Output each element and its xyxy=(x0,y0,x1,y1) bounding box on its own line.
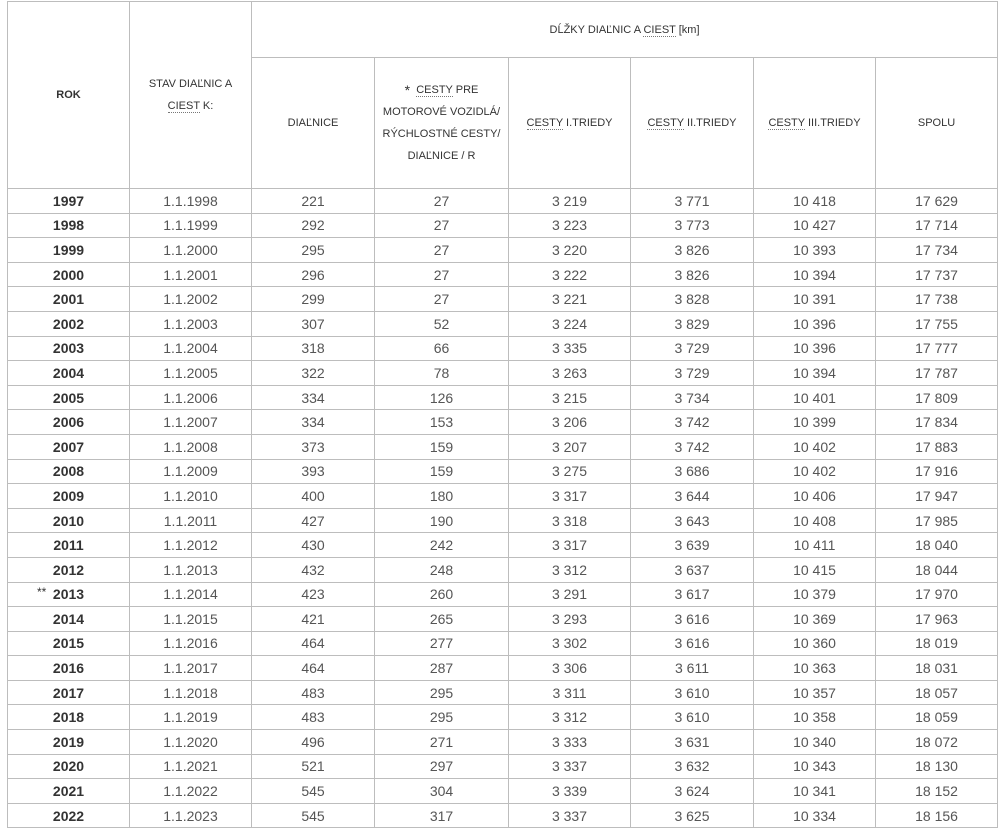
table-row xyxy=(8,557,998,582)
cell-cesty-3: 10 396 xyxy=(754,311,876,336)
cell-dialnice: 423 xyxy=(252,582,375,607)
cell-spolu: 17 834 xyxy=(876,410,998,435)
table-body xyxy=(8,189,998,828)
cell-date: 1.1.1999 xyxy=(130,213,252,238)
header-rychl-line4: DIAĽNICE / R xyxy=(407,150,476,162)
cell-spolu: 18 040 xyxy=(876,533,998,558)
table-row xyxy=(8,582,998,607)
cell-year xyxy=(8,779,130,804)
table-row xyxy=(8,410,998,435)
year-label: 2019 xyxy=(52,733,85,750)
cell-cesty-2: 3 742 xyxy=(631,410,754,435)
cell-cesty-1: 3 337 xyxy=(509,754,631,779)
header-c3-suffix: III.TRIEDY xyxy=(804,117,861,129)
cell-cesty-2: 3 729 xyxy=(631,336,754,361)
cell-cesty-3: 10 415 xyxy=(754,557,876,582)
table-row xyxy=(8,779,998,804)
cell-cesty-1: 3 222 xyxy=(509,262,631,287)
cell-date: 1.1.2021 xyxy=(130,754,252,779)
header-group-suffix: [km] xyxy=(675,23,700,36)
cell-cesty-3: 10 394 xyxy=(754,361,876,386)
cell-spolu: 17 738 xyxy=(876,287,998,312)
cell-date: 1.1.2013 xyxy=(130,557,252,582)
cell-spolu: 17 883 xyxy=(876,434,998,459)
cell-spolu: 18 130 xyxy=(876,754,998,779)
cell-cesty-3: 10 363 xyxy=(754,656,876,681)
road-length-table xyxy=(7,1,998,828)
cell-dialnice: 545 xyxy=(252,803,375,828)
year-label: 2011 xyxy=(53,537,84,554)
header-rychl-line1-suffix: PRE xyxy=(452,84,479,96)
year-label: 2009 xyxy=(52,487,85,504)
cell-date: 1.1.2006 xyxy=(130,385,252,410)
header-stav xyxy=(130,2,252,189)
cell-dialnice: 295 xyxy=(252,238,375,263)
cell-rychlostne: 242 xyxy=(375,533,509,558)
cell-rychlostne: 295 xyxy=(375,680,509,705)
cell-cesty-2: 3 826 xyxy=(631,262,754,287)
cell-date: 1.1.2011 xyxy=(130,508,252,533)
cell-date: 1.1.2008 xyxy=(130,434,252,459)
cell-cesty-2: 3 729 xyxy=(631,361,754,386)
cell-spolu: 18 059 xyxy=(876,705,998,730)
cell-date: 1.1.2017 xyxy=(130,656,252,681)
cell-dialnice: 483 xyxy=(252,680,375,705)
cell-dialnice: 496 xyxy=(252,730,375,755)
cell-year xyxy=(8,311,130,336)
cell-rychlostne: 297 xyxy=(375,754,509,779)
cell-dialnice: 545 xyxy=(252,779,375,804)
table-row xyxy=(8,680,998,705)
cell-date: 1.1.2012 xyxy=(130,533,252,558)
year-label: 2006 xyxy=(52,414,85,431)
cell-cesty-2: 3 632 xyxy=(631,754,754,779)
cell-date: 1.1.2023 xyxy=(130,803,252,828)
cell-date: 1.1.2004 xyxy=(130,336,252,361)
cell-cesty-3: 10 369 xyxy=(754,607,876,632)
cell-spolu: 17 985 xyxy=(876,508,998,533)
cell-cesty-1: 3 221 xyxy=(509,287,631,312)
cell-year xyxy=(8,631,130,656)
cell-dialnice: 292 xyxy=(252,213,375,238)
cell-spolu: 18 152 xyxy=(876,779,998,804)
cell-date: 1.1.1998 xyxy=(130,189,252,214)
year-label: 2021 xyxy=(52,783,85,800)
cell-dialnice: 318 xyxy=(252,336,375,361)
table-row xyxy=(8,434,998,459)
cell-dialnice: 464 xyxy=(252,656,375,681)
cell-rychlostne: 260 xyxy=(375,582,509,607)
cell-year xyxy=(8,656,130,681)
cell-dialnice: 427 xyxy=(252,508,375,533)
table-row xyxy=(8,459,998,484)
header-c2-abbr: CESTY xyxy=(647,117,684,129)
cell-cesty-2: 3 616 xyxy=(631,607,754,632)
table-row xyxy=(8,508,998,533)
cell-rychlostne: 78 xyxy=(375,361,509,386)
cell-dialnice: 421 xyxy=(252,607,375,632)
cell-cesty-3: 10 341 xyxy=(754,779,876,804)
cell-cesty-1: 3 335 xyxy=(509,336,631,361)
header-rychl-star: * xyxy=(404,82,411,98)
cell-cesty-1: 3 317 xyxy=(509,484,631,509)
cell-rychlostne: 265 xyxy=(375,607,509,632)
year-label: 2000 xyxy=(52,266,85,283)
cell-date: 1.1.2003 xyxy=(130,311,252,336)
cell-rychlostne: 271 xyxy=(375,730,509,755)
cell-spolu: 17 916 xyxy=(876,459,998,484)
year-label: 1999 xyxy=(52,241,85,258)
cell-cesty-3: 10 357 xyxy=(754,680,876,705)
cell-cesty-3: 10 401 xyxy=(754,385,876,410)
year-label: 1998 xyxy=(52,217,85,234)
cell-cesty-1: 3 275 xyxy=(509,459,631,484)
cell-spolu: 17 947 xyxy=(876,484,998,509)
cell-cesty-1: 3 223 xyxy=(509,213,631,238)
cell-cesty-1: 3 312 xyxy=(509,557,631,582)
cell-spolu: 17 787 xyxy=(876,361,998,386)
cell-cesty-3: 10 393 xyxy=(754,238,876,263)
cell-date: 1.1.2000 xyxy=(130,238,252,263)
cell-spolu: 17 737 xyxy=(876,262,998,287)
cell-cesty-1: 3 207 xyxy=(509,434,631,459)
cell-date: 1.1.2016 xyxy=(130,631,252,656)
cell-cesty-2: 3 617 xyxy=(631,582,754,607)
cell-cesty-1: 3 318 xyxy=(509,508,631,533)
cell-cesty-3: 10 427 xyxy=(754,213,876,238)
cell-cesty-3: 10 402 xyxy=(754,459,876,484)
cell-cesty-1: 3 306 xyxy=(509,656,631,681)
cell-cesty-3: 10 358 xyxy=(754,705,876,730)
cell-dialnice: 299 xyxy=(252,287,375,312)
cell-year xyxy=(8,238,130,263)
table-row xyxy=(8,754,998,779)
cell-rychlostne: 27 xyxy=(375,238,509,263)
cell-rychlostne: 126 xyxy=(375,385,509,410)
year-label: 2015 xyxy=(52,635,85,652)
table-row xyxy=(8,262,998,287)
cell-dialnice: 221 xyxy=(252,189,375,214)
header-c1-suffix: I.TRIEDY xyxy=(562,117,613,129)
cell-spolu: 17 734 xyxy=(876,238,998,263)
cell-cesty-1: 3 206 xyxy=(509,410,631,435)
cell-rychlostne: 248 xyxy=(375,557,509,582)
table-row xyxy=(8,189,998,214)
year-label: 2001 xyxy=(52,291,85,308)
cell-cesty-2: 3 610 xyxy=(631,680,754,705)
cell-year xyxy=(8,385,130,410)
cell-cesty-2: 3 826 xyxy=(631,238,754,263)
cell-cesty-1: 3 311 xyxy=(509,680,631,705)
cell-rychlostne: 304 xyxy=(375,779,509,804)
table-row xyxy=(8,533,998,558)
year-label: 2005 xyxy=(52,389,85,406)
header-rychl-abbr: CESTY xyxy=(416,84,453,96)
table-row xyxy=(8,238,998,263)
cell-cesty-2: 3 625 xyxy=(631,803,754,828)
header-c1-abbr: CESTY xyxy=(526,117,563,129)
cell-rychlostne: 27 xyxy=(375,262,509,287)
header-cesty-1 xyxy=(509,58,631,189)
cell-dialnice: 521 xyxy=(252,754,375,779)
cell-year xyxy=(8,557,130,582)
year-label: 2017 xyxy=(52,684,85,701)
cell-rychlostne: 27 xyxy=(375,213,509,238)
cell-cesty-3: 10 343 xyxy=(754,754,876,779)
table-row xyxy=(8,607,998,632)
cell-dialnice: 430 xyxy=(252,533,375,558)
cell-spolu: 18 057 xyxy=(876,680,998,705)
cell-cesty-3: 10 391 xyxy=(754,287,876,312)
cell-cesty-2: 3 734 xyxy=(631,385,754,410)
cell-date: 1.1.2020 xyxy=(130,730,252,755)
cell-year xyxy=(8,262,130,287)
cell-date: 1.1.2010 xyxy=(130,484,252,509)
cell-year xyxy=(8,361,130,386)
cell-dialnice: 483 xyxy=(252,705,375,730)
cell-rychlostne: 180 xyxy=(375,484,509,509)
cell-year xyxy=(8,730,130,755)
year-label: 2018 xyxy=(52,709,85,726)
table-row xyxy=(8,656,998,681)
cell-cesty-2: 3 644 xyxy=(631,484,754,509)
cell-spolu: 17 755 xyxy=(876,311,998,336)
header-stav-prefix: STAV DIAĽNIC A xyxy=(148,78,233,90)
cell-cesty-1: 3 220 xyxy=(509,238,631,263)
cell-rychlostne: 159 xyxy=(375,434,509,459)
cell-spolu: 17 970 xyxy=(876,582,998,607)
cell-cesty-1: 3 224 xyxy=(509,311,631,336)
table-row xyxy=(8,311,998,336)
footnote-mark: ** xyxy=(37,584,47,599)
cell-cesty-3: 10 408 xyxy=(754,508,876,533)
header-group-lengths xyxy=(252,2,998,58)
header-dialnice: DIAĽNICE xyxy=(252,58,375,189)
cell-cesty-2: 3 771 xyxy=(631,189,754,214)
year-label: 2008 xyxy=(52,463,85,480)
table-row xyxy=(8,705,998,730)
header-c2-suffix: II.TRIEDY xyxy=(683,117,737,129)
table-row xyxy=(8,385,998,410)
cell-year xyxy=(8,336,130,361)
cell-cesty-2: 3 773 xyxy=(631,213,754,238)
cell-cesty-3: 10 411 xyxy=(754,533,876,558)
header-rychl-line2: MOTOROVÉ VOZIDLÁ/ xyxy=(382,106,501,118)
cell-cesty-2: 3 637 xyxy=(631,557,754,582)
cell-cesty-2: 3 639 xyxy=(631,533,754,558)
cell-rychlostne: 27 xyxy=(375,189,509,214)
cell-cesty-2: 3 686 xyxy=(631,459,754,484)
year-label: 2007 xyxy=(52,438,85,455)
table-header xyxy=(8,2,998,189)
cell-cesty-1: 3 263 xyxy=(509,361,631,386)
cell-spolu: 17 714 xyxy=(876,213,998,238)
cell-cesty-3: 10 406 xyxy=(754,484,876,509)
cell-cesty-1: 3 333 xyxy=(509,730,631,755)
cell-cesty-1: 3 219 xyxy=(509,189,631,214)
cell-year xyxy=(8,459,130,484)
table-row xyxy=(8,803,998,828)
cell-rychlostne: 295 xyxy=(375,705,509,730)
cell-date: 1.1.2014 xyxy=(130,582,252,607)
cell-year xyxy=(8,680,130,705)
cell-cesty-1: 3 339 xyxy=(509,779,631,804)
cell-year xyxy=(8,754,130,779)
year-label: 2013 xyxy=(52,586,85,603)
cell-spolu: 17 629 xyxy=(876,189,998,214)
cell-date: 1.1.2002 xyxy=(130,287,252,312)
cell-dialnice: 393 xyxy=(252,459,375,484)
cell-year xyxy=(8,533,130,558)
cell-rychlostne: 153 xyxy=(375,410,509,435)
cell-cesty-3: 10 340 xyxy=(754,730,876,755)
cell-year xyxy=(8,410,130,435)
year-label: 2020 xyxy=(52,758,85,775)
cell-rychlostne: 66 xyxy=(375,336,509,361)
cell-cesty-1: 3 291 xyxy=(509,582,631,607)
table-row xyxy=(8,484,998,509)
cell-cesty-2: 3 643 xyxy=(631,508,754,533)
cell-cesty-3: 10 418 xyxy=(754,189,876,214)
cell-date: 1.1.2005 xyxy=(130,361,252,386)
cell-cesty-3: 10 360 xyxy=(754,631,876,656)
cell-date: 1.1.2007 xyxy=(130,410,252,435)
cell-cesty-3: 10 399 xyxy=(754,410,876,435)
cell-year xyxy=(8,803,130,828)
cell-year xyxy=(8,582,130,607)
cell-date: 1.1.2019 xyxy=(130,705,252,730)
cell-cesty-1: 3 215 xyxy=(509,385,631,410)
cell-spolu: 18 044 xyxy=(876,557,998,582)
cell-cesty-2: 3 611 xyxy=(631,656,754,681)
cell-dialnice: 307 xyxy=(252,311,375,336)
header-stav-abbr: CIEST xyxy=(167,100,200,112)
year-label: 2010 xyxy=(52,512,85,529)
cell-date: 1.1.2009 xyxy=(130,459,252,484)
cell-cesty-2: 3 616 xyxy=(631,631,754,656)
cell-cesty-1: 3 317 xyxy=(509,533,631,558)
table-row xyxy=(8,213,998,238)
cell-rychlostne: 190 xyxy=(375,508,509,533)
cell-cesty-1: 3 337 xyxy=(509,803,631,828)
cell-cesty-2: 3 610 xyxy=(631,705,754,730)
cell-date: 1.1.2022 xyxy=(130,779,252,804)
header-spolu: SPOLU xyxy=(876,58,998,189)
header-group-prefix: DĹŽKY DIAĽNIC A xyxy=(549,23,644,36)
cell-year xyxy=(8,508,130,533)
cell-spolu: 18 156 xyxy=(876,803,998,828)
header-rok: ROK xyxy=(8,2,130,189)
cell-spolu: 18 019 xyxy=(876,631,998,656)
cell-cesty-3: 10 394 xyxy=(754,262,876,287)
year-label: 1997 xyxy=(52,192,85,209)
cell-date: 1.1.2001 xyxy=(130,262,252,287)
cell-rychlostne: 159 xyxy=(375,459,509,484)
cell-spolu: 17 777 xyxy=(876,336,998,361)
header-rychlostne-cesty xyxy=(375,58,509,189)
cell-date: 1.1.2015 xyxy=(130,607,252,632)
year-label: 2003 xyxy=(52,340,85,357)
cell-dialnice: 373 xyxy=(252,434,375,459)
cell-rychlostne: 287 xyxy=(375,656,509,681)
cell-rychlostne: 277 xyxy=(375,631,509,656)
cell-rychlostne: 52 xyxy=(375,311,509,336)
cell-cesty-1: 3 302 xyxy=(509,631,631,656)
header-group-abbr: CIEST xyxy=(643,23,676,36)
cell-spolu: 17 809 xyxy=(876,385,998,410)
cell-cesty-3: 10 396 xyxy=(754,336,876,361)
year-label: 2004 xyxy=(52,364,85,381)
table-row xyxy=(8,730,998,755)
cell-year xyxy=(8,484,130,509)
header-rychl-line3: RÝCHLOSTNÉ CESTY/ xyxy=(382,128,501,140)
cell-year xyxy=(8,213,130,238)
year-label: 2014 xyxy=(52,610,85,627)
cell-spolu: 18 072 xyxy=(876,730,998,755)
cell-year xyxy=(8,607,130,632)
cell-dialnice: 400 xyxy=(252,484,375,509)
cell-cesty-2: 3 742 xyxy=(631,434,754,459)
table-row xyxy=(8,361,998,386)
cell-cesty-2: 3 631 xyxy=(631,730,754,755)
cell-dialnice: 296 xyxy=(252,262,375,287)
year-label: 2016 xyxy=(52,660,85,677)
cell-date: 1.1.2018 xyxy=(130,680,252,705)
cell-year xyxy=(8,287,130,312)
header-cesty-3 xyxy=(754,58,876,189)
table-row xyxy=(8,631,998,656)
cell-cesty-2: 3 828 xyxy=(631,287,754,312)
cell-rychlostne: 317 xyxy=(375,803,509,828)
cell-year xyxy=(8,705,130,730)
cell-rychlostne: 27 xyxy=(375,287,509,312)
table-row xyxy=(8,336,998,361)
cell-dialnice: 322 xyxy=(252,361,375,386)
year-label: 2022 xyxy=(52,807,85,824)
header-stav-suffix: K: xyxy=(199,100,214,112)
cell-cesty-3: 10 334 xyxy=(754,803,876,828)
year-label: 2002 xyxy=(52,315,85,332)
header-cesty-2 xyxy=(631,58,754,189)
header-c3-abbr: CESTY xyxy=(768,117,805,129)
cell-spolu: 17 963 xyxy=(876,607,998,632)
cell-cesty-1: 3 293 xyxy=(509,607,631,632)
cell-cesty-2: 3 624 xyxy=(631,779,754,804)
cell-dialnice: 334 xyxy=(252,410,375,435)
year-label: 2012 xyxy=(52,561,85,578)
cell-cesty-1: 3 312 xyxy=(509,705,631,730)
cell-cesty-3: 10 379 xyxy=(754,582,876,607)
cell-cesty-3: 10 402 xyxy=(754,434,876,459)
cell-year xyxy=(8,434,130,459)
cell-dialnice: 334 xyxy=(252,385,375,410)
cell-spolu: 18 031 xyxy=(876,656,998,681)
cell-dialnice: 432 xyxy=(252,557,375,582)
table-row xyxy=(8,287,998,312)
cell-cesty-2: 3 829 xyxy=(631,311,754,336)
cell-dialnice: 464 xyxy=(252,631,375,656)
cell-year xyxy=(8,189,130,214)
